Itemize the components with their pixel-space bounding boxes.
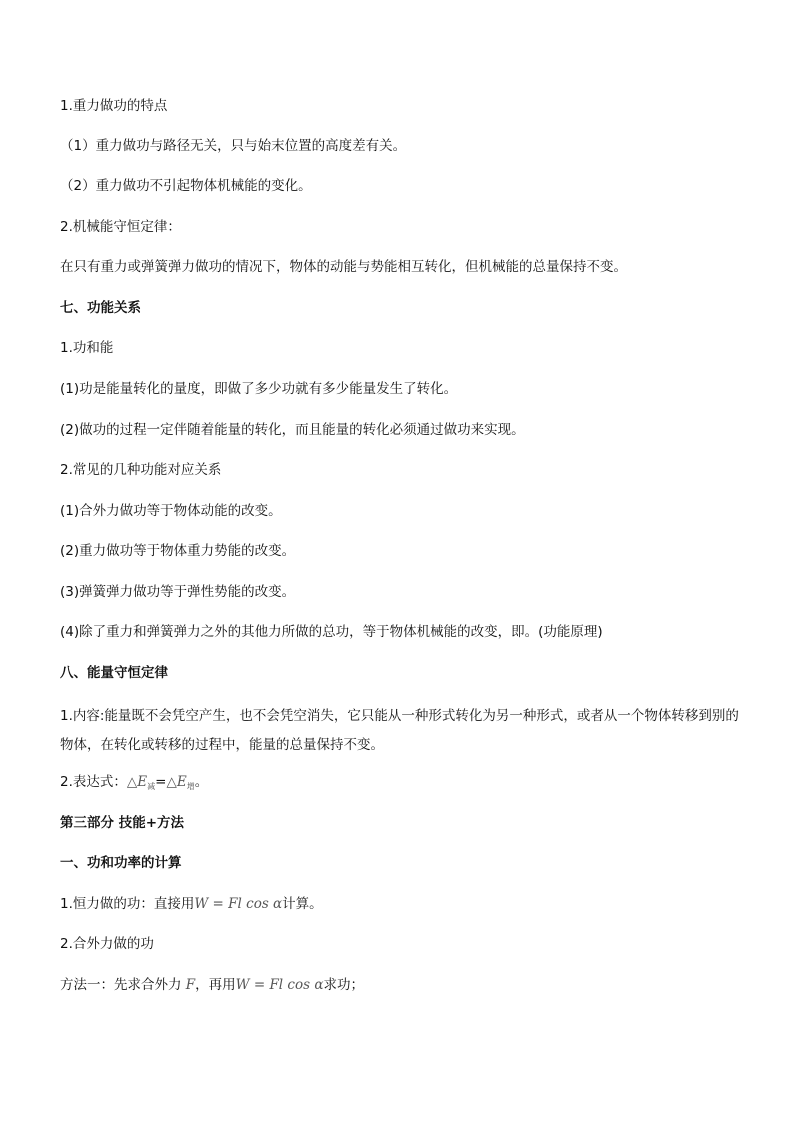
constant-force-suffix: 计算。 (282, 896, 323, 912)
increase-subscript: 增 (186, 782, 195, 791)
method-one-prefix: 方法一：先求合外力 (60, 977, 186, 993)
paragraph-work-process: (2)做功的过程一定伴随着能量的转化，而且能量的转化必须通过做功来实现。 (60, 422, 525, 438)
work-formula-method-one: W = Fl cos α (235, 977, 324, 993)
paragraph-spring-potential: (3)弹簧弹力做功等于弹性势能的改变。 (60, 584, 296, 600)
paragraph-energy-conservation-content: 1.内容:能量既不会凭空产生，也不会凭空消失，它只能从一种形式转化为另一种形式，或者从一个物体转移到别的物体，在转化或转移的过程中，能量的总量保持不变。 (60, 708, 739, 753)
constant-force-work-line (60, 894, 740, 914)
equals-sign: = (155, 774, 167, 790)
work-formula: W = Fl cos α (194, 896, 283, 912)
heading-conservation-law: 2.机械能守恒定律： (60, 219, 181, 235)
delta-e-decrease: $\triangle E_减$ (126, 774, 156, 791)
section-heading-work-energy: 七、功能关系 (60, 300, 141, 316)
constant-force-prefix: 1.恒力做的功：直接用 (60, 896, 195, 912)
method-one-suffix: 求功； (323, 977, 364, 993)
expression-suffix: 。 (194, 774, 209, 790)
heading-gravity-work-features: 1.重力做功的特点 (60, 98, 168, 114)
expression-prefix: 2.表达式： (60, 774, 127, 790)
paragraph-gravity-work-path: （1）重力做功与路径无关，只与始末位置的高度差有关。 (60, 138, 407, 154)
force-symbol: F (185, 977, 196, 993)
delta-e-increase: $\triangle E_增$ (166, 774, 195, 791)
paragraph-conservation-law: 在只有重力或弹簧弹力做功的情况下，物体的动能与势能相互转化，但机械能的总量保持不变。 (60, 259, 627, 275)
paragraph-net-force-work: (1)合外力做功等于物体动能的改变。 (60, 503, 282, 519)
heading-common-relations: 2.常见的几种功能对应关系 (60, 462, 222, 478)
expression-line (60, 772, 740, 797)
paragraph-work-measure: (1)功是能量转化的量度，即做了多少功就有多少能量发生了转化。 (60, 381, 458, 397)
section-heading-work-power-calc: 一、功和功率的计算 (60, 855, 182, 871)
method-one-middle: ，再用 (195, 977, 236, 993)
heading-net-force-work: 2.合外力做的功 (60, 936, 154, 952)
section-heading-energy-conservation: 八、能量守恒定律 (60, 665, 168, 681)
paragraph-gravity-potential: (2)重力做功等于物体重力势能的改变。 (60, 543, 296, 559)
paragraph-gravity-work-mechanical: （2）重力做功不引起物体机械能的变化。 (60, 178, 312, 194)
part-heading-skills-methods: 第三部分 技能+方法 (60, 815, 185, 831)
paragraph-other-forces: (4)除了重力和弹簧弹力之外的其他力所做的总功，等于物体机械能的改变，即。(功能原理) (60, 624, 603, 640)
decrease-subscript: 减 (147, 782, 156, 791)
method-one-line (60, 975, 740, 995)
heading-work-and-energy: 1.功和能 (60, 340, 114, 356)
